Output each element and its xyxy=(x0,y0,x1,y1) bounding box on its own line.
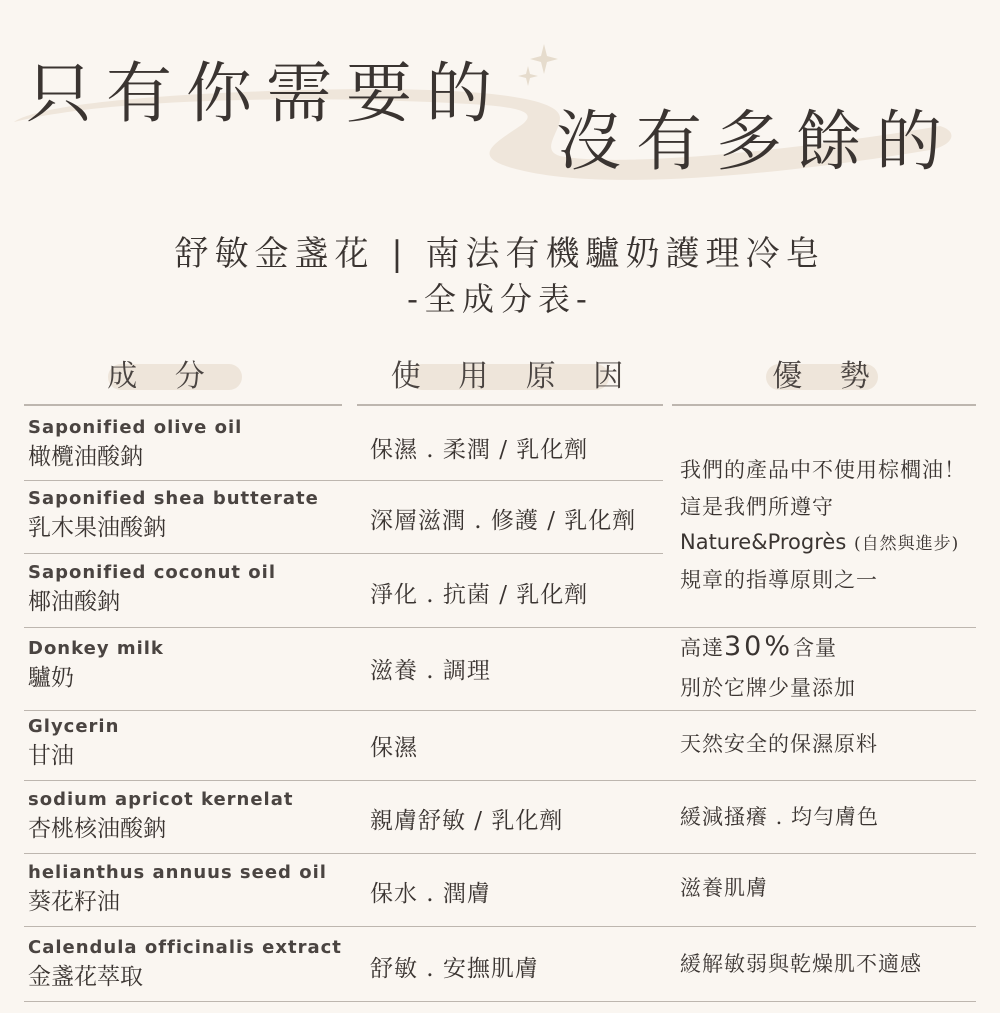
row-divider xyxy=(24,926,976,927)
ingredient-reason: 深層滋潤 . 修護 / 乳化劑 xyxy=(370,508,637,534)
ingredient-name-en: helianthus annuus seed oil xyxy=(28,862,327,883)
advantage-apricot: 緩減搔癢 . 均勻膚色 xyxy=(680,805,880,829)
row-divider xyxy=(24,853,976,854)
ingredient-name-zh: 杏桃核油酸鈉 xyxy=(28,816,166,842)
donkey-milk-suffix: 含量 xyxy=(793,636,838,660)
row-divider xyxy=(24,627,976,628)
ingredient-reason: 滋養 . 調理 xyxy=(370,658,491,684)
advantage-standard-intro: 這是我們所遵守 xyxy=(680,495,834,519)
header-rule xyxy=(24,404,342,406)
ingredient-name-zh: 甘油 xyxy=(28,743,74,769)
advantage-certification xyxy=(680,525,959,561)
advantage-no-palm-oil: 我們的產品中不使用棕櫚油！ xyxy=(680,458,966,482)
ingredient-name-en: Saponified shea butterate xyxy=(28,488,319,509)
table-row xyxy=(28,788,293,846)
ingredient-name-zh: 乳木果油酸鈉 xyxy=(28,515,166,541)
column-header-reason xyxy=(357,358,663,406)
ingredient-reason: 保水 . 潤膚 xyxy=(370,881,491,907)
ingredient-reason: 保濕 xyxy=(370,735,418,761)
table-row xyxy=(28,487,319,545)
ingredient-name-zh: 橄欖油酸鈉 xyxy=(28,444,143,470)
header-rule xyxy=(672,404,976,406)
header-rule xyxy=(357,404,663,406)
table-row xyxy=(28,637,164,695)
advantage-sunflower: 滋養肌膚 xyxy=(680,876,768,900)
table-row xyxy=(28,416,242,474)
table-row xyxy=(28,936,342,994)
row-divider xyxy=(24,1001,976,1002)
ingredient-reason: 親膚舒敏 / 乳化劑 xyxy=(370,808,564,834)
column-header-ingredient xyxy=(24,358,342,406)
ingredient-name-en: Saponified olive oil xyxy=(28,417,243,438)
ingredient-name-en: Donkey milk xyxy=(28,638,164,659)
advantage-donkey-milk-content xyxy=(680,630,837,665)
row-divider xyxy=(24,480,663,481)
column-header-ingredient-label: 成 分 xyxy=(107,359,219,394)
ingredient-name-zh: 金盞花萃取 xyxy=(28,964,143,990)
ingredient-name-en: Saponified coconut oil xyxy=(28,562,276,583)
certification-name: Nature&Progrès xyxy=(680,530,847,554)
table-row xyxy=(28,561,276,619)
ingredient-name-en: Calendula officinalis extract xyxy=(28,937,342,958)
table-row xyxy=(28,715,119,773)
ingredient-reason: 保濕 . 柔潤 / 乳化劑 xyxy=(370,437,589,463)
product-subtitle: -全成分表- xyxy=(407,280,593,318)
advantage-calendula: 緩解敏弱與乾燥肌不適感 xyxy=(680,952,922,976)
certification-translation: (自然與進步) xyxy=(853,534,960,554)
column-header-reason-label: 使 用 原 因 xyxy=(390,359,638,394)
ingredient-name-en: Glycerin xyxy=(28,716,120,737)
headline-line-2: 沒有多餘的 xyxy=(556,103,956,180)
advantage-donkey-milk-compare: 別於它牌少量添加 xyxy=(680,676,856,700)
column-header-advantage-label: 優 勢 xyxy=(772,359,884,394)
column-header-advantage xyxy=(672,358,976,406)
headline-line-1: 只有你需要的 xyxy=(26,55,506,132)
row-divider xyxy=(24,780,976,781)
sparkle-icon xyxy=(514,40,560,100)
ingredient-reason: 淨化 . 抗菌 / 乳化劑 xyxy=(370,582,589,608)
ingredient-name-zh: 椰油酸鈉 xyxy=(28,589,120,615)
row-divider xyxy=(24,710,976,711)
donkey-milk-percentage: 30% xyxy=(724,631,794,662)
row-divider xyxy=(24,553,663,554)
ingredient-reason: 舒敏 . 安撫肌膚 xyxy=(370,956,539,982)
advantage-glycerin: 天然安全的保濕原料 xyxy=(680,732,878,756)
ingredient-name-zh: 驢奶 xyxy=(28,665,74,691)
advantage-guideline: 規章的指導原則之一 xyxy=(680,568,878,592)
ingredient-name-zh: 葵花籽油 xyxy=(28,889,120,915)
product-title: 舒敏金盞花 | 南法有機驢奶護理冷皂 xyxy=(174,234,826,274)
ingredient-name-en: sodium apricot kernelat xyxy=(28,789,294,810)
table-row xyxy=(28,861,327,919)
donkey-milk-prefix: 高達 xyxy=(680,636,724,660)
